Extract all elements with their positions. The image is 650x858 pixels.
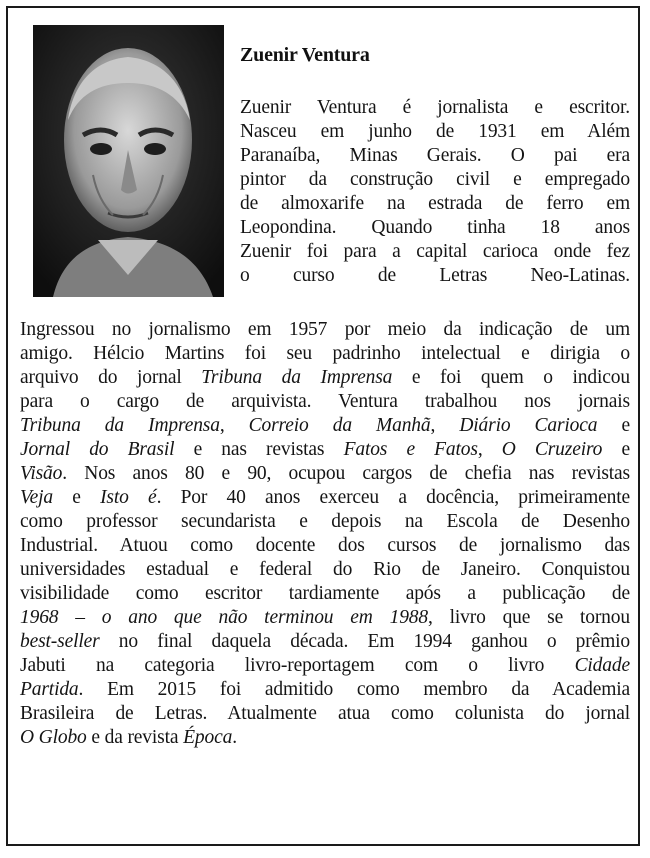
text-span: . Nos anos 80 e 90, ocupou cargos de chefia nas revistas [62, 463, 630, 484]
word: o [240, 265, 250, 286]
italic-term: best-seller [20, 631, 100, 652]
text-span: Jabuti na categoria livro-reportagem com o livro [20, 655, 575, 676]
text-line: Leopondina. Quando tinha 18 anos [240, 217, 630, 238]
text-line [20, 438, 630, 462]
bio-intro [240, 96, 630, 288]
text-line: Nasceu em junho de 1931 em Além [240, 121, 630, 142]
text-line: como professor secundarista e depois na Escola de Desenho [20, 511, 630, 532]
book-title: Partida [20, 679, 79, 700]
newspaper-title: Correio da Manhã [248, 415, 431, 436]
bio-box [6, 6, 640, 846]
text-span: e foi quem o indicou [392, 367, 630, 388]
book-title: 1968 – o ano que não terminou em 1988 [20, 607, 428, 628]
word: de [377, 265, 396, 286]
text-line: Paranaíba, Minas Gerais. O pai era [240, 145, 630, 166]
magazine-title: Fatos e Fatos [343, 439, 478, 460]
text-line: Ingressou no jornalismo em 1957 por meio da indicação de um [20, 319, 630, 340]
magazine-title: Visão [20, 463, 63, 484]
text-line: amigo. Hélcio Martins foi seu padrinho intelectual e dirigia o [20, 343, 630, 364]
text-line [20, 654, 630, 678]
text-line: para o cargo de arquivista. Ventura trabalhou nos jornais [20, 391, 630, 412]
newspaper-title: Jornal do Brasil [20, 439, 175, 460]
text-span: , [477, 439, 502, 460]
newspaper-title: Tribuna da Imprensa [20, 415, 220, 436]
magazine-title: O Cruzeiro [501, 439, 603, 460]
text-line [20, 366, 630, 390]
text-line: Zuenir Ventura é jornalista e escritor. [240, 97, 630, 118]
text-span: . Em 2015 foi admitido como membro da Academia [78, 679, 630, 700]
word: Neo-Latinas. [530, 265, 630, 286]
text-span: arquivo do jornal [20, 367, 202, 388]
newspaper-title: O Globo [20, 727, 87, 748]
bio-body [20, 318, 630, 750]
magazine-title: Isto é [100, 487, 157, 508]
newspaper-title: Tribuna da Imprensa [201, 367, 393, 388]
text-span: , livro que se tornou [428, 607, 630, 628]
text-line: de almoxarife na estrada de ferro em [240, 193, 630, 214]
text-line [20, 678, 630, 702]
text-line [20, 726, 630, 750]
text-span: e [597, 415, 630, 436]
bio-name: Zuenir Ventura [240, 44, 370, 66]
text-span: , [219, 415, 249, 436]
text-line: Industrial. Atuou como docente dos cursos de jornalismo das [20, 535, 630, 556]
book-title: Cidade [574, 655, 630, 676]
text-line [20, 630, 630, 654]
word: curso [292, 265, 335, 286]
word: Letras [439, 265, 488, 286]
text-line: Brasileira de Letras. Atualmente atua como colunista do jornal [20, 703, 630, 724]
text-line: visibilidade como escritor tardiamente após a publicação de [20, 583, 630, 604]
text-span: . [232, 727, 237, 748]
magazine-title: Veja [20, 487, 53, 508]
text-line [20, 414, 630, 438]
text-line [240, 264, 630, 288]
text-span: no final daquela década. Em 1994 ganhou o prêmio [99, 631, 630, 652]
text-line [20, 606, 630, 630]
text-span: , [430, 415, 460, 436]
text-line: universidades estadual e federal do Rio de Janeiro. Conquistou [20, 559, 630, 580]
newspaper-title: Diário Carioca [459, 415, 598, 436]
text-line [20, 486, 630, 510]
text-span: . Por 40 anos exerceu a docência, primeiramente [156, 487, 630, 508]
text-span: e nas revistas [174, 439, 344, 460]
text-span: e [52, 487, 101, 508]
text-span: e [602, 439, 630, 460]
text-line [20, 462, 630, 486]
magazine-title: Época [183, 727, 233, 748]
portrait-photo [33, 25, 224, 297]
text-line: pintor da construção civil e empregado [240, 169, 630, 190]
text-span: e da revista [86, 727, 184, 748]
text-line: Zuenir foi para a capital carioca onde fez [240, 241, 630, 262]
